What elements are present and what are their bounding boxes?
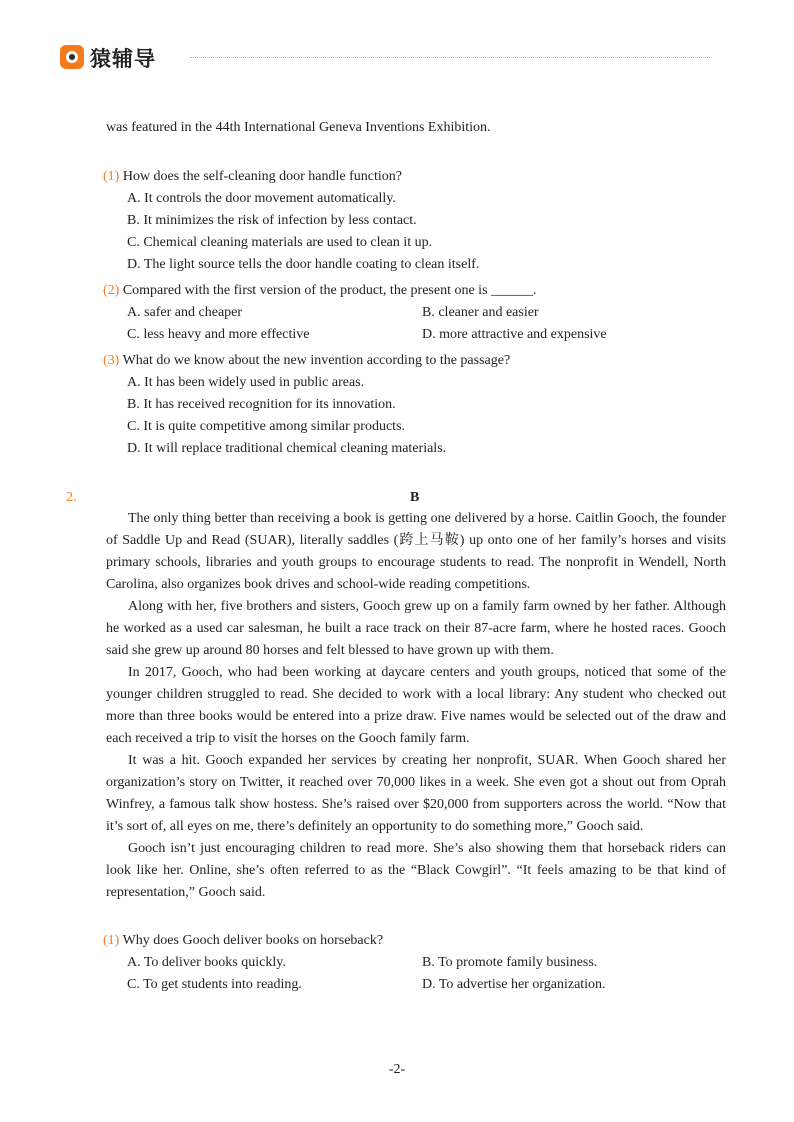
page-header [60, 40, 720, 74]
question-stem: Compared with the first version of the product, the present one is ______. [122, 283, 537, 298]
option: A. To deliver books quickly. [127, 955, 286, 970]
option: B. It has received recognition for its innovation. [127, 397, 396, 412]
intro-tail: was featured in the 44th International Geneva Inventions Exhibition. [106, 120, 491, 135]
section-number: 2. [66, 490, 77, 505]
passage-body [106, 508, 726, 904]
option: D. To advertise her organization. [422, 977, 606, 992]
option: B. To promote family business. [422, 955, 598, 970]
option: B. It minimizes the risk of infection by less contact. [127, 213, 417, 228]
passage-paragraph: Gooch isn’t just encouraging children to read more. She’s also showing them that horseback riders can look like her. Online, she’s often referred to as the “Black Cowgirl”. “It feels amazing to be that kind of representation,” Gooch said. [106, 841, 726, 900]
option: C. To get students into reading. [127, 977, 302, 992]
question-number: (1) [103, 169, 120, 184]
brand-logo-text: 猿辅导 [90, 47, 156, 71]
question-number: (2) [103, 283, 120, 298]
question-2-1 [103, 933, 383, 949]
option: A. It has been widely used in public areas. [127, 375, 365, 390]
question-number: (1) [103, 933, 120, 948]
question-1-2 [103, 283, 537, 299]
option: C. It is quite competitive among similar products. [127, 419, 406, 434]
option: D. The light source tells the door handle coating to clean itself. [127, 257, 480, 272]
question-1-1 [103, 169, 402, 185]
passage-paragraph: The only thing better than receiving a book is getting one delivered by a horse. Caitlin Gooch, the founder of Saddle Up and Read (SUAR), literally saddles (跨上马鞍) up onto one of her family’s horses and visits primary schools, libraries and youth groups to encourage students to read. The nonprofit in Wendell, North Carolina, also organizes book drives and school-wide reading competitions. [106, 511, 726, 592]
option: C. Chemical cleaning materials are used to clean it up. [127, 235, 433, 250]
option: D. It will replace traditional chemical cleaning materials. [127, 441, 447, 456]
option: A. It controls the door movement automatically. [127, 191, 396, 206]
option: D. more attractive and expensive [422, 327, 607, 342]
option: C. less heavy and more effective [127, 327, 310, 342]
passage-paragraph: In 2017, Gooch, who had been working at daycare centers and youth groups, noticed that some of the younger children struggled to read. She decided to work with a local library: Any student who checked out more than three books would be entered into a prize draw. Five names would be selected out of the draw and each received a trip to visit the horses on the Gooch family farm. [106, 665, 726, 746]
question-number: (3) [103, 353, 120, 368]
passage-paragraph: Along with her, five brothers and sisters, Gooch grew up on a family farm owned by her father. Although he worked as a used car salesman, he built a race track on their 87-acre farm, where he hosted races. Gooch said she grew up around 80 horses and felt blessed to have grown up with them. [106, 599, 726, 658]
option: A. safer and cheaper [127, 305, 243, 320]
option: B. cleaner and easier [422, 305, 539, 320]
question-stem: What do we know about the new invention according to the passage? [122, 353, 511, 368]
page-number: -2- [388, 1062, 406, 1077]
passage-title: B [410, 490, 420, 505]
question-stem: Why does Gooch deliver books on horseback? [122, 933, 384, 948]
header-dotted-rule [190, 57, 712, 58]
question-1-3 [103, 353, 510, 369]
monkey-face-icon [60, 45, 84, 69]
passage-paragraph: It was a hit. Gooch expanded her services by creating her nonprofit, SUAR. When Gooch shared her organization’s story on Twitter, it reached over 70,000 likes in a week. She even got a shout out from Oprah Winfrey, a famous talk show hostess. She’s raised over $20,000 from supporters across the world. “Now that it’s sort of, all eyes on me, there’s definitely an opportunity to do something more,” Gooch said. [106, 753, 726, 834]
question-stem: How does the self-cleaning door handle function? [122, 169, 402, 184]
